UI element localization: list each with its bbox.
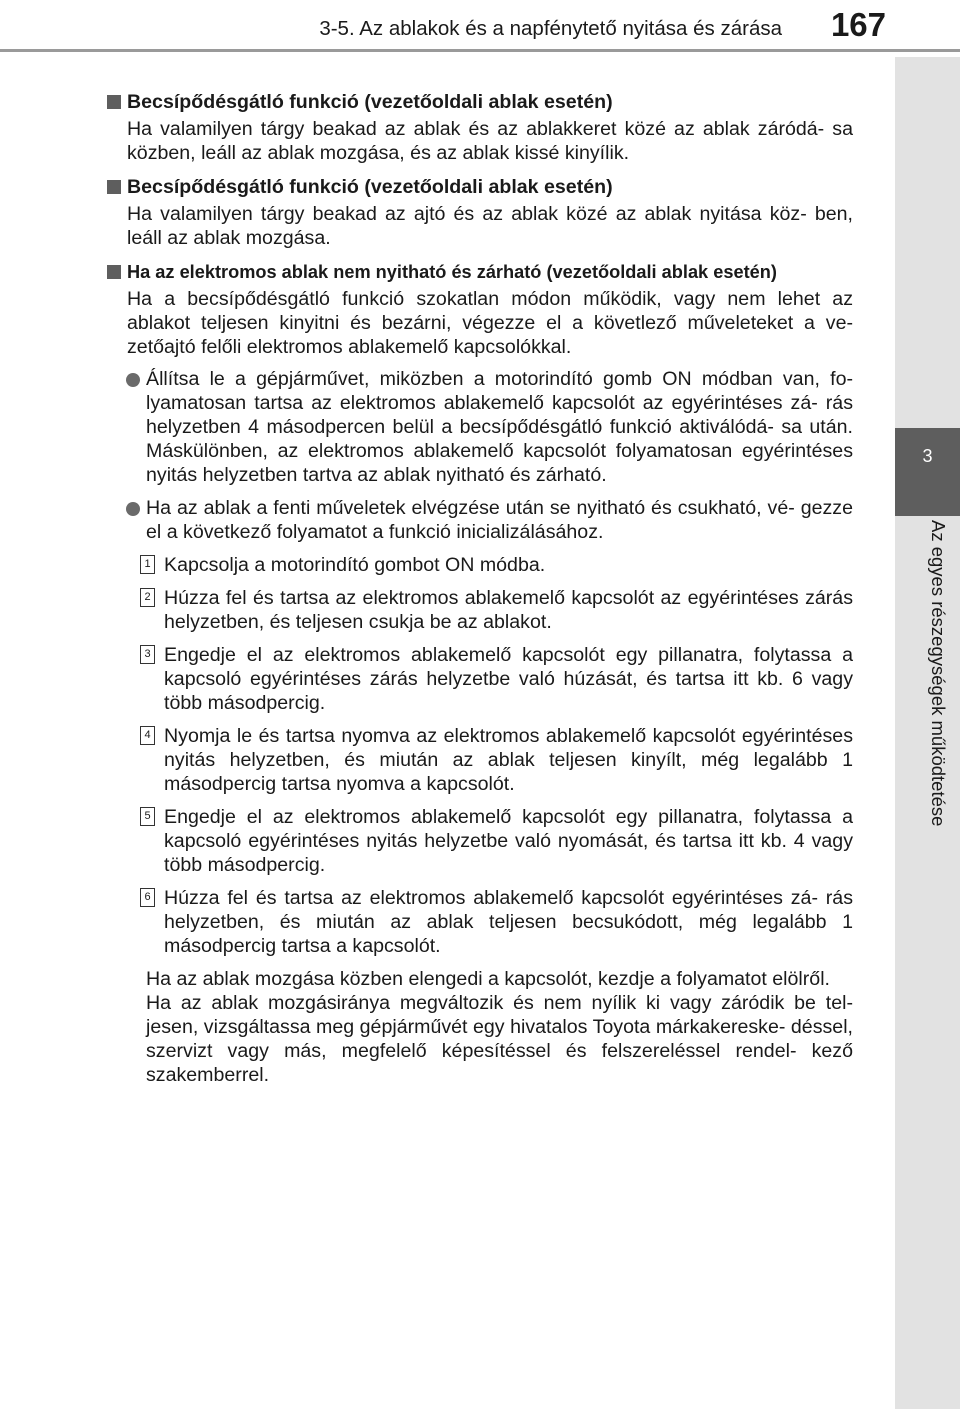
step-text: Nyomja le és tartsa nyomva az elektromos ablakemelő kapcsolót egyérintéses nyitás helyzetben, és miután az ablak teljesen kinyílt, még legalább 1 másodpercig tartsa nyomva a kapcsolót. xyxy=(164,725,853,795)
bullet-item xyxy=(107,367,853,487)
step-number-box: 2 xyxy=(140,588,155,607)
page-header xyxy=(0,0,960,80)
bullet-list xyxy=(107,367,853,544)
step-item xyxy=(107,886,853,958)
step-number-box: 5 xyxy=(140,807,155,826)
step-number-box: 6 xyxy=(140,888,155,907)
section-heading xyxy=(107,90,853,114)
section-heading-text: Becsípődésgátló funkció (vezetőoldali ablak esetén) xyxy=(127,176,613,198)
chapter-tab-number: 3 xyxy=(922,446,933,466)
section-pinch-protection-2 xyxy=(107,175,853,250)
chapter-tab-marker xyxy=(895,428,960,516)
step-item xyxy=(107,724,853,796)
section-body: Ha a becsípődésgátló funkció szokatlan módon működik, vagy nem lehet az ablakot teljesen kinyitni és bezárni, végezze el a követlező műveleteket a ve- zetőajtó felőli elektromos ablakemelő kapcsolókkal. xyxy=(127,288,853,358)
round-bullet-icon xyxy=(126,373,140,387)
note-paragraph: Ha az ablak mozgásiránya megváltozik és nem nyílik ki vagy záródik be tel- jesen, vizsgáltassa meg gépjárművét egy hivatalos Toyota márkakereske- déssel, szervizt vagy más, megfelelő képesítéssel és felszereléssel rendel- kező szakemberrel. xyxy=(146,992,853,1086)
square-bullet-icon xyxy=(107,95,121,109)
bullet-item xyxy=(107,496,853,544)
bullet-text: Állítsa le a gépjárművet, miközben a motorindító gomb ON módban van, fo- lyamatosan tartsa az elektromos ablakemelő kapcsolót az egyérintéses zá- rás helyzetben 4 másodpercen belül a becsípődésgátló funkció aktiválódá- sa után. Máskülönben, az elektromos ablakemelő kapcsolót folyamatosan egyérintéses nyitás helyzetben tartva az ablak nyitható és zárható. xyxy=(146,368,853,486)
square-bullet-icon xyxy=(107,180,121,194)
step-number-box: 3 xyxy=(140,645,155,664)
step-number-box: 4 xyxy=(140,726,155,745)
square-bullet-icon xyxy=(107,265,121,279)
section-heading-text: Becsípődésgátló funkció (vezetőoldali ablak esetén) xyxy=(127,91,613,113)
step-item xyxy=(107,643,853,715)
section-heading xyxy=(107,260,853,284)
bullet-text: Ha az ablak a fenti műveletek elvégzése után se nyitható és csukható, vé- gezze el a következő folyamatot a funkció inicializálásához. xyxy=(146,497,853,543)
page-content xyxy=(107,90,853,1097)
step-text: Húzza fel és tartsa az elektromos ablakemelő kapcsolót az egyérintéses zárás helyzetben, és teljesen csukja be az ablakot. xyxy=(164,587,853,633)
note-paragraph: Ha az ablak mozgása közben elengedi a kapcsolót, kezdje a folyamatot elölről. xyxy=(146,968,831,990)
step-text: Húzza fel és tartsa az elektromos ablakemelő kapcsolót egyérintéses zá- rás helyzetben, és miután az ablak teljesen becsukódott, még legalább 1 másodpercig tartsa a kapcsolót. xyxy=(164,887,853,957)
chapter-title: 3-5. Az ablakok és a napfénytető nyitása és zárása xyxy=(319,17,782,40)
step-text: Engedje el az elektromos ablakemelő kapcsolót egy pillanatra, folytassa a kapcsoló egyérintéses nyitás helyzetbe való nyomását, és tartsa itt kb. 4 vagy több másodpercig. xyxy=(164,806,853,876)
section-body: Ha valamilyen tárgy beakad az ablak és az ablakkeret közé az ablak záródá- sa közben, leáll az ablak mozgása, és az ablak kissé kinyílik. xyxy=(127,118,853,164)
step-text: Engedje el az elektromos ablakemelő kapcsolót egy pillanatra, folytassa a kapcsoló egyérintéses zárás helyzetbe való húzását, és tartsa itt kb. 6 vagy több másodpercig. xyxy=(164,644,853,714)
step-item xyxy=(107,553,853,577)
step-item xyxy=(107,586,853,634)
section-body: Ha valamilyen tárgy beakad az ajtó és az ablak közé az ablak nyitása köz- ben, leáll az ablak mozgása. xyxy=(127,203,853,249)
closing-note xyxy=(107,967,853,1087)
header-divider xyxy=(0,49,960,52)
step-number-box: 1 xyxy=(140,555,155,574)
section-window-not-operable xyxy=(107,260,853,1087)
chapter-tab-label: Az egyes részegységek működtetése xyxy=(928,520,949,827)
round-bullet-icon xyxy=(126,502,140,516)
step-list xyxy=(107,553,853,958)
section-pinch-protection-1 xyxy=(107,90,853,165)
section-heading xyxy=(107,175,853,199)
step-item xyxy=(107,805,853,877)
section-heading-text: Ha az elektromos ablak nem nyitható és zárható (vezetőoldali ablak esetén) xyxy=(127,262,777,282)
page-number: 167 xyxy=(830,6,886,43)
step-text: Kapcsolja a motorindító gombot ON módba. xyxy=(164,554,546,576)
